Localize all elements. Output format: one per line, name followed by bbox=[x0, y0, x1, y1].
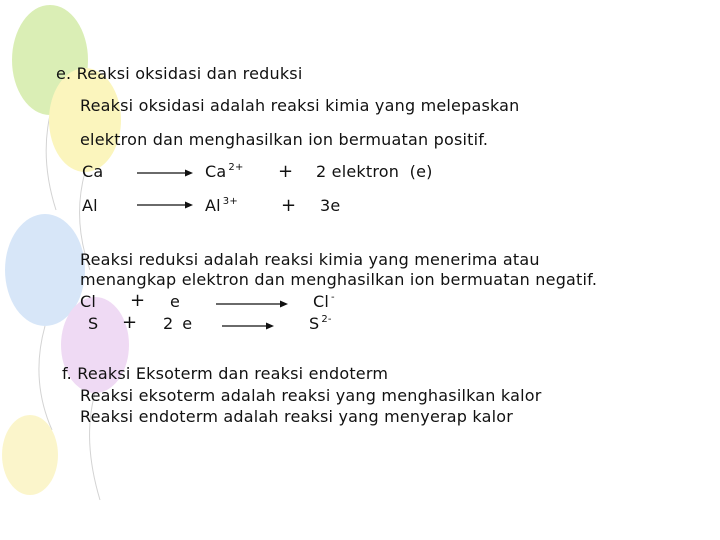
eq3-product-symbol: Cl bbox=[313, 292, 330, 311]
eq4-arrow-icon bbox=[222, 321, 274, 331]
oxidation-definition-line1: Reaksi oksidasi adalah reaksi kimia yang melepaskan bbox=[80, 96, 520, 115]
endotherm-definition: Reaksi endoterm adalah reaksi yang menyerap kalor bbox=[80, 407, 514, 426]
eq4-electron: 2 e bbox=[163, 314, 195, 333]
eq1-product bbox=[205, 162, 244, 185]
eq1-charge: 2+ bbox=[228, 162, 244, 173]
eq3-plus: + bbox=[130, 290, 146, 311]
eq2-plus: + bbox=[281, 195, 297, 216]
eq4-product-symbol: S bbox=[309, 314, 320, 333]
eq3-charge: - bbox=[331, 292, 335, 303]
reduction-definition-line2: menangkap elektron dan menghasilkan ion bermuatan negatif. bbox=[80, 270, 598, 289]
eq2-reactant: Al bbox=[82, 196, 98, 215]
eq4-product bbox=[309, 314, 332, 337]
eq1-arrow-icon bbox=[137, 168, 193, 178]
eq1-reactant: Ca bbox=[82, 162, 104, 181]
eq2-arrow-icon bbox=[137, 200, 193, 210]
eq3-electron: e bbox=[170, 292, 181, 311]
eq3-arrow-icon bbox=[216, 299, 288, 309]
eq2-electrons: 3e bbox=[320, 196, 341, 215]
eq3-product bbox=[313, 292, 335, 315]
eq1-electrons: 2 elektron (e) bbox=[316, 162, 433, 181]
eq4-charge: 2- bbox=[321, 314, 332, 325]
section-e-heading: e. Reaksi oksidasi dan reduksi bbox=[56, 64, 303, 83]
oxidation-definition-line2: elektron dan menghasilkan ion bermuatan positif. bbox=[80, 130, 489, 149]
balloon-yellow-2-icon bbox=[2, 415, 58, 495]
exotherm-definition: Reaksi eksoterm adalah reaksi yang menghasilkan kalor bbox=[80, 386, 542, 405]
eq4-reactant: S bbox=[88, 314, 99, 333]
eq2-product-symbol: Al bbox=[205, 196, 221, 215]
eq2-product bbox=[205, 196, 238, 219]
eq3-reactant: Cl bbox=[80, 292, 97, 311]
eq1-product-symbol: Ca bbox=[205, 162, 227, 181]
eq4-plus: + bbox=[122, 312, 138, 333]
section-f-heading: f. Reaksi Eksoterm dan reaksi endoterm bbox=[62, 364, 389, 383]
eq1-plus: + bbox=[278, 161, 294, 182]
reduction-definition-line1: Reaksi reduksi adalah reaksi kimia yang menerima atau bbox=[80, 250, 540, 269]
eq2-charge: 3+ bbox=[222, 196, 238, 207]
